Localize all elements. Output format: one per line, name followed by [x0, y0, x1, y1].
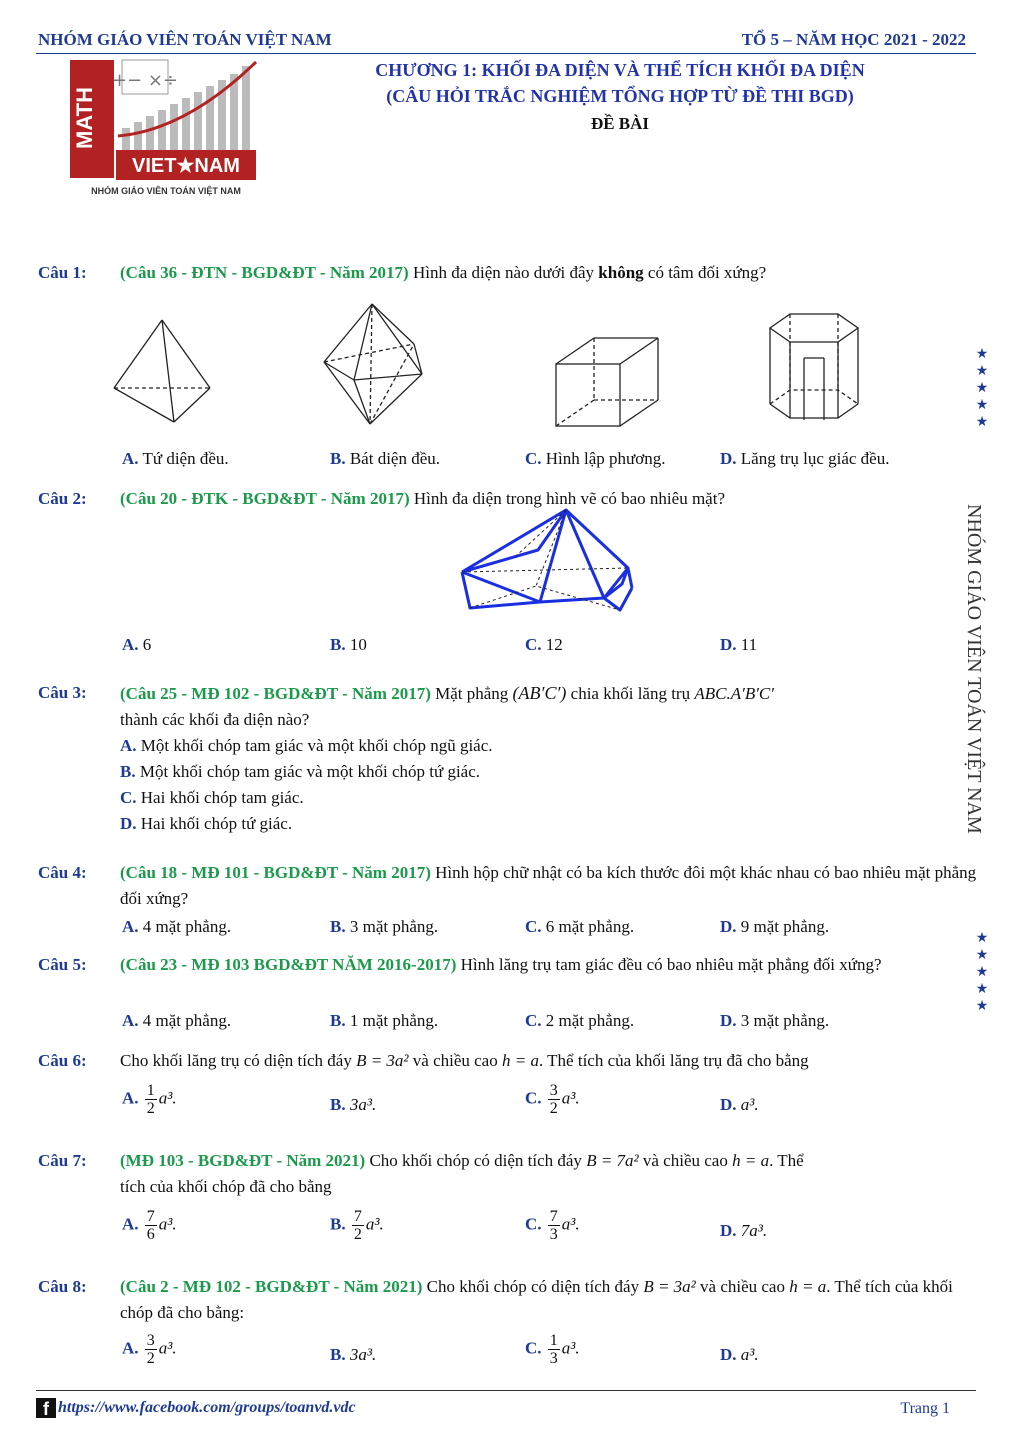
header-group-name: NHÓM GIÁO VIÊN TOÁN VIỆT NAM: [38, 30, 332, 49]
question-text: . Thể tích của khối lăng trụ đã cho bằng: [538, 1051, 809, 1070]
question-text: . Thể: [769, 1151, 804, 1170]
option-b[interactable]: B. 10: [330, 635, 367, 654]
facebook-icon: f: [36, 1398, 56, 1418]
logo-operators: +− ×÷: [111, 70, 179, 91]
question-text: Mặt phẳng: [430, 684, 513, 703]
question-text: và chiều cao: [638, 1151, 733, 1170]
question-1: [38, 260, 978, 286]
question-4: [38, 860, 978, 912]
fraction: $\frac{7}{3}$: [549, 1208, 558, 1243]
question-source: (Câu 20 - ĐTK - BGD&ĐT - Năm 2017): [120, 489, 410, 508]
header-divider: [36, 53, 976, 54]
question-source: (MĐ 103 - BGD&ĐT - Năm 2021): [120, 1151, 366, 1170]
question-text: Hình lăng trụ tam giác đều có bao nhiêu mặt phẳng đối xứng?: [456, 955, 882, 974]
question-text: tích của khối chóp đã cho bằng: [120, 1177, 332, 1196]
math-expression: B = 7a²: [586, 1151, 639, 1170]
option-a[interactable]: A. Một khối chóp tam giác và một khối chóp ngũ giác.: [120, 736, 493, 755]
math-vietnam-logo: [66, 58, 266, 198]
cube-figure: [552, 334, 664, 430]
question-number: Câu 2:: [38, 489, 87, 508]
option-b[interactable]: B. 3 mặt phẳng.: [330, 917, 439, 936]
question-text: Hình đa diện nào dưới đây: [408, 263, 599, 282]
option-c[interactable]: C. $\frac{3}{2}$ a³.: [525, 1082, 580, 1117]
question-emphasis: không: [598, 263, 644, 282]
question-text: . Thể tích của khối chóp đã cho bằng:: [120, 1277, 953, 1322]
option-c[interactable]: C. 2 mặt phẳng.: [525, 1011, 635, 1030]
question-5: [38, 952, 978, 978]
question-source: (Câu 25 - MĐ 102 - BGD&ĐT - Năm 2017): [120, 684, 431, 703]
option-a[interactable]: A. $\frac{7}{6}$ a³.: [122, 1208, 177, 1243]
question-text: Cho khối lăng trụ có diện tích đáy: [120, 1051, 357, 1070]
hexagonal-prism-figure: [764, 310, 864, 434]
option-b[interactable]: B. Bát diện đều.: [330, 449, 441, 468]
math-expression: h = a: [789, 1277, 827, 1296]
question-text: Cho khối chóp có diện tích đáy: [422, 1277, 644, 1296]
option-b[interactable]: B. Một khối chóp tam giác và một khối chóp tứ giác.: [120, 762, 481, 781]
logo-caption: NHÓM GIÁO VIÊN TOÁN VIỆT NAM: [91, 186, 241, 196]
math-expression: B = 3a²: [643, 1277, 696, 1296]
logo-brand-text: VIET★NAM: [132, 155, 240, 177]
fraction: $\frac{3}{2}$: [549, 1082, 558, 1117]
fraction: $\frac{1}{2}$: [146, 1082, 155, 1117]
side-stars-bottom: ★ ★ ★ ★ ★: [975, 931, 989, 1014]
question-text: thành các khối đa diện nào?: [120, 710, 310, 729]
question-number: Câu 6:: [38, 1051, 87, 1070]
question-number: Câu 5:: [38, 955, 87, 974]
side-vertical-text: [960, 500, 990, 850]
option-a[interactable]: A. $\frac{3}{2}$ a³.: [122, 1332, 177, 1367]
option-c[interactable]: C. Hình lập phương.: [525, 449, 666, 468]
question-number: Câu 4:: [38, 863, 87, 882]
chapter-title: CHƯƠNG 1: KHỐI ĐA DIỆN VÀ THỂ TÍCH KHỐI ĐA DIỆN: [375, 60, 865, 80]
header-school-year: TỔ 5 – NĂM HỌC 2021 - 2022: [741, 30, 966, 49]
question-text: và chiều cao: [408, 1051, 502, 1070]
math-expression: h = a: [501, 1051, 539, 1070]
question-text: Cho khối chóp có diện tích đáy: [365, 1151, 587, 1170]
question-6: [38, 1048, 978, 1074]
footer-divider: [36, 1390, 976, 1391]
math-expression: ABC.A′B′C′: [694, 684, 774, 703]
option-a[interactable]: A. 6: [122, 635, 152, 654]
question-text: và chiều cao: [695, 1277, 790, 1296]
question-8: [38, 1274, 978, 1326]
option-d[interactable]: D. Hai khối chóp tứ giác.: [120, 814, 293, 833]
math-expression: (AB′C′): [512, 683, 567, 703]
option-a[interactable]: A. 4 mặt phẳng.: [122, 1011, 232, 1030]
question-text: chia khối lăng trụ: [566, 684, 695, 703]
fraction: $\frac{3}{2}$: [146, 1332, 155, 1367]
tetrahedron-figure: [108, 316, 218, 426]
page-number: Trang 1: [900, 1400, 950, 1417]
option-c[interactable]: C. Hai khối chóp tam giác.: [120, 788, 304, 807]
question-source: (Câu 2 - MĐ 102 - BGD&ĐT - Năm 2021): [120, 1277, 423, 1296]
fraction: $\frac{1}{3}$: [549, 1332, 558, 1367]
option-d[interactable]: D. 3 mặt phẳng.: [720, 1011, 830, 1030]
option-a[interactable]: A. 4 mặt phẳng.: [122, 917, 232, 936]
math-expression: B = 3a²: [356, 1051, 409, 1070]
facebook-group-link[interactable]: f https://www.facebook.com/groups/toanvd.vdc: [36, 1398, 356, 1418]
option-b[interactable]: B. $\frac{7}{2}$ a³.: [330, 1208, 384, 1243]
chapter-subtitle: (CÂU HỎI TRẮC NGHIỆM TỔNG HỢP TỪ ĐỀ THI BGD): [386, 86, 854, 106]
question-number: Câu 1:: [38, 263, 87, 282]
question-source: (Câu 18 - MĐ 101 - BGD&ĐT - Năm 2017): [120, 863, 431, 882]
option-d[interactable]: D. a³.: [720, 1095, 759, 1114]
svg-text:NHÓM GIÁO VIÊN TOÁN VIỆT NAM: NHÓM GIÁO VIÊN TOÁN VIỆT NAM: [963, 504, 985, 834]
question-3: [38, 680, 978, 837]
option-d[interactable]: D. a³.: [720, 1345, 759, 1364]
option-c[interactable]: C. 6 mặt phẳng.: [525, 917, 635, 936]
option-c[interactable]: C. $\frac{1}{3}$ a³.: [525, 1332, 580, 1367]
question-7: [38, 1148, 978, 1200]
section-heading: ĐỀ BÀI: [590, 114, 650, 133]
question-source: (Câu 23 - MĐ 103 BGD&ĐT NĂM 2016-2017): [120, 955, 457, 974]
fraction: $\frac{7}{6}$: [146, 1208, 155, 1243]
polyhedron-figure: [456, 506, 636, 624]
option-d[interactable]: D. 7a³.: [720, 1221, 768, 1240]
option-d[interactable]: D. 11: [720, 635, 758, 654]
fraction: $\frac{7}{2}$: [353, 1208, 362, 1243]
logo-math-text: MATH: [72, 87, 97, 149]
question-number: Câu 7:: [38, 1151, 87, 1170]
question-text: có tâm đối xứng?: [643, 263, 767, 282]
option-b[interactable]: B. 1 mặt phẳng.: [330, 1011, 439, 1030]
question-text: Hình đa diện trong hình vẽ có bao nhiêu mặt?: [409, 489, 725, 508]
option-a[interactable]: A. Tứ diện đều.: [122, 449, 229, 468]
question-source: (Câu 36 - ĐTN - BGD&ĐT - Năm 2017): [120, 263, 409, 282]
option-b[interactable]: B. 3a³.: [330, 1095, 377, 1114]
question-number: Câu 3:: [38, 683, 87, 702]
option-a[interactable]: A. $\frac{1}{2}$ a³.: [122, 1082, 177, 1117]
side-stars-top: ★ ★ ★ ★ ★: [975, 347, 989, 430]
option-c[interactable]: C. 12: [525, 635, 563, 654]
octahedron-figure: [318, 300, 428, 430]
question-number: Câu 8:: [38, 1277, 87, 1296]
option-b[interactable]: B. 3a³.: [330, 1345, 377, 1364]
math-expression: h = a: [732, 1151, 770, 1170]
question-text: Hình hộp chữ nhật có ba kích thước đôi một khác nhau có bao nhiêu mặt phẳng đối xứng?: [120, 863, 977, 908]
option-d[interactable]: D. 9 mặt phẳng.: [720, 917, 830, 936]
option-c[interactable]: C. $\frac{7}{3}$ a³.: [525, 1208, 580, 1243]
option-d[interactable]: D. Lăng trụ lục giác đều.: [720, 449, 890, 468]
